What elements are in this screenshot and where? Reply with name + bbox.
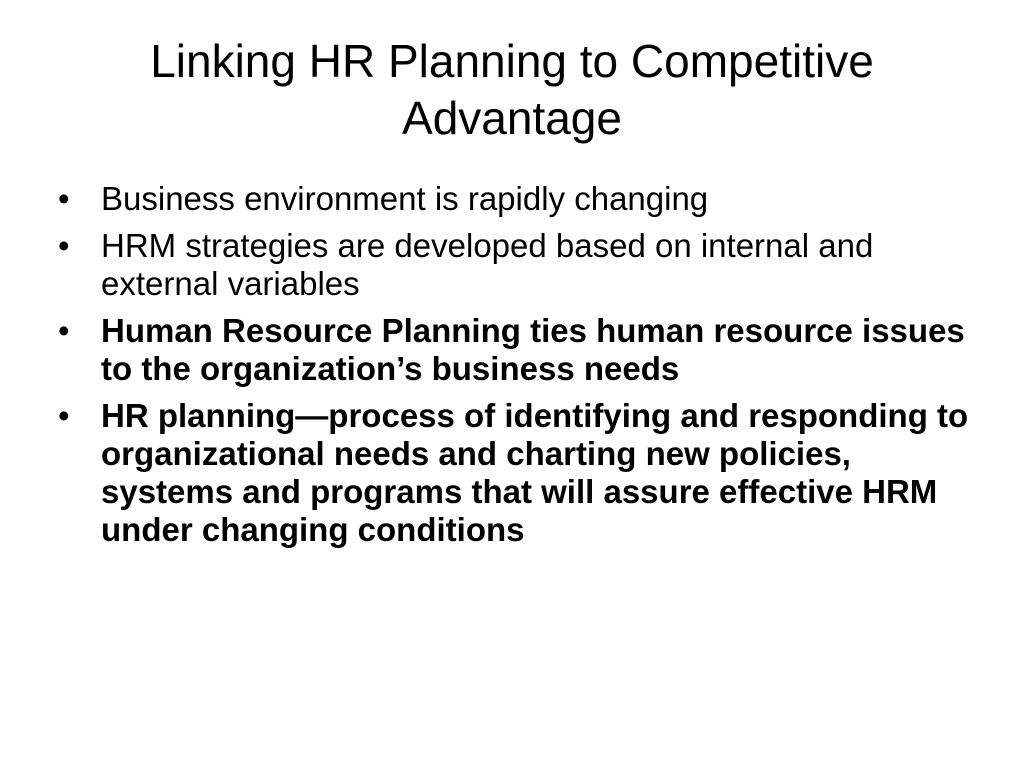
slide-title: Linking HR Planning to Competitive Advantage xyxy=(150,35,874,144)
bullet-dot-icon: • xyxy=(58,180,70,217)
bullet-item xyxy=(58,397,988,549)
bullet-item xyxy=(58,312,988,388)
bullet-list xyxy=(58,180,988,558)
bullet-item xyxy=(58,227,988,303)
bullet-dot-icon: • xyxy=(58,397,70,434)
bullet-text: Business environment is rapidly changing xyxy=(101,180,709,217)
bullet-text: HRM strategies are developed based on internal and external variables xyxy=(101,227,874,302)
bullet-dot-icon: • xyxy=(58,227,70,264)
bullet-text: Human Resource Planning ties human resource issues to the organization’s business needs xyxy=(101,312,965,387)
bullet-dot-icon: • xyxy=(58,312,70,349)
bullet-text: HR planning—process of identifying and responding to organizational needs and charting new policies, systems and programs that will assure effective HRM under changing conditions xyxy=(101,397,969,548)
bullet-item xyxy=(58,180,988,218)
